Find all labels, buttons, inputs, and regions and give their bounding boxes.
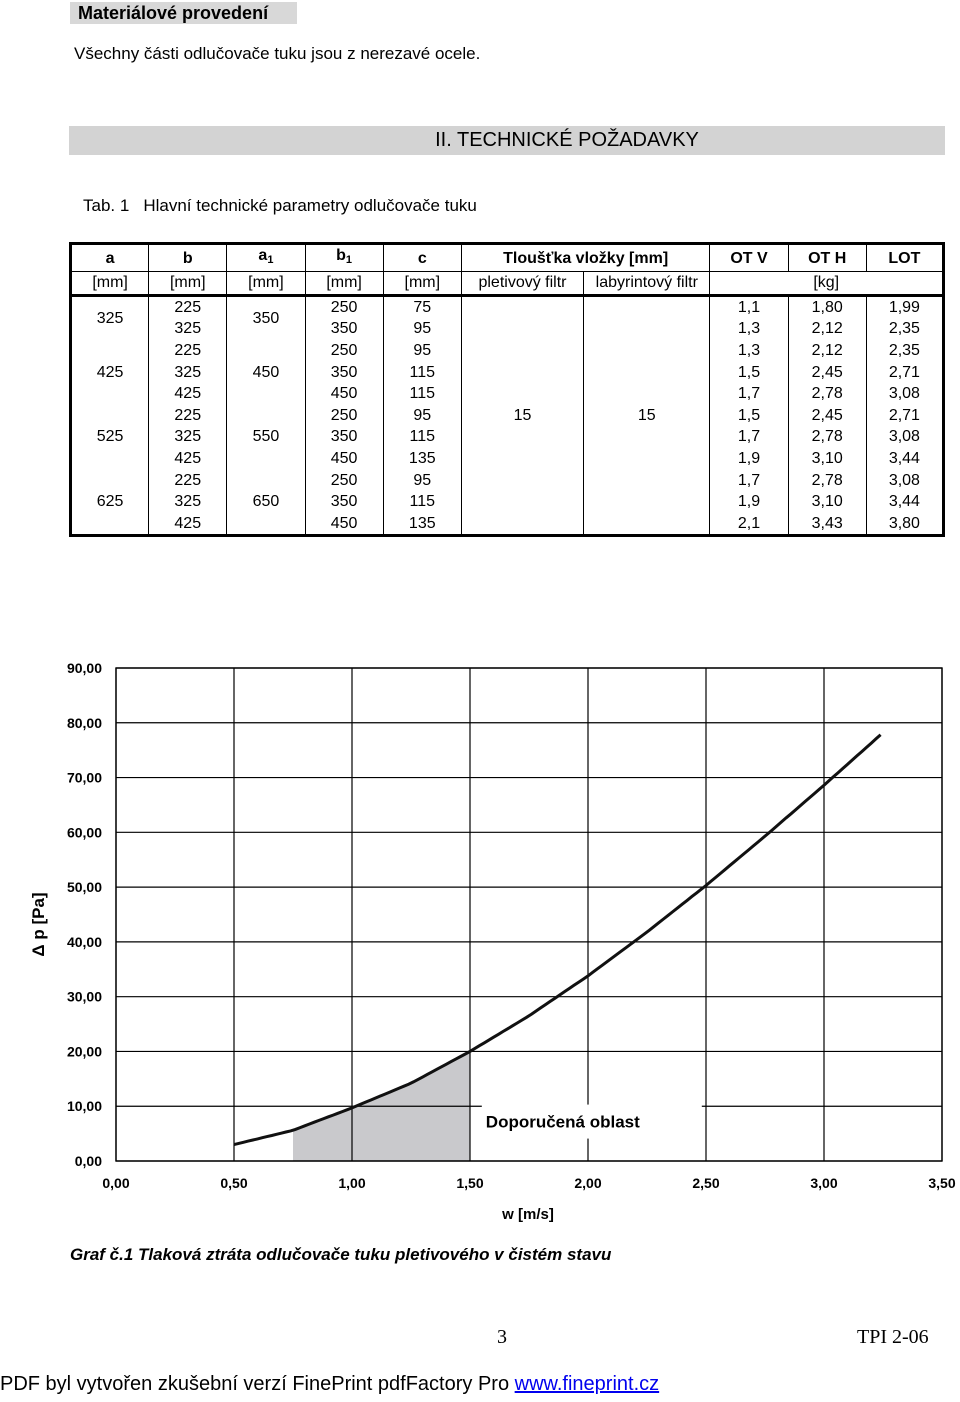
- cell-b: 225: [149, 340, 227, 362]
- cell-mesh-filter: 15: [461, 295, 583, 536]
- page-number: 3: [497, 1326, 507, 1348]
- cell-b1: 350: [305, 318, 383, 340]
- cell-lot: 3,08: [866, 383, 943, 405]
- cell-b: 425: [149, 448, 227, 470]
- cell-oth: 2,78: [788, 426, 866, 448]
- cell-c: 75: [383, 295, 461, 318]
- cell-b1: 450: [305, 513, 383, 536]
- unit-a: [mm]: [71, 272, 149, 296]
- section-heading: Materiálové provedení: [70, 2, 297, 24]
- table-units-row: [71, 272, 944, 296]
- cell-oth: 2,45: [788, 361, 866, 383]
- header-thickness: Tloušťka vložky [mm]: [461, 244, 710, 272]
- cell-lot: 3,08: [866, 469, 943, 491]
- cell-c: 95: [383, 405, 461, 427]
- y-tick-label: 20,00: [66, 1043, 102, 1060]
- cell-lot: 2,35: [866, 318, 943, 340]
- x-tick-label: 1,50: [456, 1175, 484, 1191]
- cell-b1: 450: [305, 383, 383, 405]
- x-tick-label: 0,00: [102, 1175, 130, 1191]
- cell-a1: 450: [227, 340, 305, 405]
- x-tick-label: 3,50: [928, 1175, 956, 1191]
- cell-otv: 1,7: [710, 469, 788, 491]
- pressure-curve: [234, 735, 881, 1145]
- x-tick-label: 3,00: [810, 1175, 838, 1191]
- y-tick-label: 30,00: [66, 988, 102, 1005]
- cell-otv: 1,7: [710, 426, 788, 448]
- cell-a: 425: [71, 340, 149, 405]
- document-code: TPI 2-06: [857, 1326, 929, 1348]
- cell-lot: 2,35: [866, 340, 943, 362]
- cell-lot: 3,44: [866, 491, 943, 513]
- y-tick-label: 50,00: [66, 879, 102, 896]
- cell-b1: 250: [305, 405, 383, 427]
- plot-frame: [116, 668, 942, 1161]
- header-lot: LOT: [866, 244, 943, 272]
- y-tick-label: 60,00: [66, 824, 102, 841]
- cell-lot: 2,71: [866, 405, 943, 427]
- cell-oth: 1,80: [788, 295, 866, 318]
- x-tick-label: 2,50: [692, 1175, 720, 1191]
- cell-b: 325: [149, 361, 227, 383]
- unit-kg: [kg]: [710, 272, 944, 296]
- header-a1: $a_1$: [227, 244, 305, 272]
- cell-c: 135: [383, 513, 461, 536]
- cell-lot: 2,71: [866, 361, 943, 383]
- cell-c: 115: [383, 361, 461, 383]
- y-tick-label: 40,00: [66, 933, 102, 950]
- cell-b: 225: [149, 469, 227, 491]
- cell-b1: 350: [305, 426, 383, 448]
- table-number: Tab. 1: [83, 196, 130, 215]
- unit-c: [mm]: [383, 272, 461, 296]
- table-caption: [83, 196, 477, 216]
- cell-a1: 650: [227, 469, 305, 535]
- cell-b: 425: [149, 513, 227, 536]
- x-tick-label: 2,00: [574, 1175, 602, 1191]
- cell-c: 115: [383, 383, 461, 405]
- cell-otv: 1,5: [710, 361, 788, 383]
- cell-oth: 2,12: [788, 318, 866, 340]
- y-tick-label: 10,00: [66, 1098, 102, 1115]
- cell-otv: 1,3: [710, 340, 788, 362]
- cell-oth: 3,10: [788, 491, 866, 513]
- cell-a: 625: [71, 469, 149, 535]
- cell-a: 325: [71, 295, 149, 340]
- chapter-title: II. TECHNICKÉ POŽADAVKY: [69, 126, 945, 155]
- cell-oth: 2,45: [788, 405, 866, 427]
- header-c: c: [383, 244, 461, 272]
- cell-b1: 250: [305, 295, 383, 318]
- cell-oth: 3,10: [788, 448, 866, 470]
- cell-oth: 3,43: [788, 513, 866, 536]
- y-tick-label: 0,00: [74, 1153, 102, 1169]
- unit-b1: [mm]: [305, 272, 383, 296]
- cell-b: 425: [149, 383, 227, 405]
- cell-lot: 1,99: [866, 295, 943, 318]
- y-tick-label: 80,00: [66, 714, 102, 731]
- unit-labyrinth-filter: labyrintový filtr: [584, 272, 710, 296]
- graph-caption: Graf č.1 Tlaková ztráta odlučovače tuku pletivového v čistém stavu: [70, 1245, 612, 1264]
- unit-a1: [mm]: [227, 272, 305, 296]
- cell-otv: 1,9: [710, 491, 788, 513]
- unit-mesh-filter: pletivový filtr: [461, 272, 583, 296]
- header-b: b: [149, 244, 227, 272]
- cell-otv: 1,3: [710, 318, 788, 340]
- unit-b: [mm]: [149, 272, 227, 296]
- header-oth: OT H: [788, 244, 866, 272]
- cell-c: 115: [383, 426, 461, 448]
- cell-otv: 1,7: [710, 383, 788, 405]
- cell-labyrinth-filter: 15: [584, 295, 710, 536]
- cell-lot: 3,44: [866, 448, 943, 470]
- cell-a1: 350: [227, 295, 305, 340]
- chart-svg: [0, 650, 960, 1230]
- cell-otv: 2,1: [710, 513, 788, 536]
- cell-c: 115: [383, 491, 461, 513]
- section-text: Všechny části odlučovače tuku jsou z nerezavé ocele.: [74, 44, 481, 63]
- cell-a1: 550: [227, 405, 305, 470]
- header-b1: $b_1$: [305, 244, 383, 272]
- cell-a: 525: [71, 405, 149, 470]
- cell-c: 95: [383, 318, 461, 340]
- cell-c: 135: [383, 448, 461, 470]
- cell-otv: 1,1: [710, 295, 788, 318]
- y-tick-label: 70,00: [66, 769, 102, 786]
- footer-link[interactable]: www.fineprint.cz: [514, 1373, 660, 1395]
- x-axis-label: w [m/s]: [502, 1206, 554, 1223]
- cell-lot: 3,08: [866, 426, 943, 448]
- cell-b1: 450: [305, 448, 383, 470]
- cell-b: 225: [149, 295, 227, 318]
- cell-b1: 250: [305, 469, 383, 491]
- pdf-footer: [0, 1373, 659, 1396]
- header-otv: OT V: [710, 244, 788, 272]
- cell-b1: 350: [305, 361, 383, 383]
- cell-c: 95: [383, 340, 461, 362]
- cell-oth: 2,78: [788, 469, 866, 491]
- cell-otv: 1,5: [710, 405, 788, 427]
- cell-b1: 250: [305, 340, 383, 362]
- table-row: [71, 295, 944, 318]
- cell-c: 95: [383, 469, 461, 491]
- cell-otv: 1,9: [710, 448, 788, 470]
- cell-b: 225: [149, 405, 227, 427]
- cell-b: 325: [149, 318, 227, 340]
- cell-lot: 3,80: [866, 513, 943, 536]
- y-tick-label: 90,00: [66, 660, 102, 676]
- cell-b: 325: [149, 491, 227, 513]
- table-header-row: [71, 244, 944, 272]
- cell-b1: 350: [305, 491, 383, 513]
- cell-oth: 2,78: [788, 383, 866, 405]
- region-label: Doporučená oblast: [485, 1112, 640, 1132]
- pressure-loss-chart: [0, 650, 960, 1230]
- x-tick-label: 1,00: [338, 1175, 366, 1191]
- y-axis-label: Δ p [Pa]: [29, 892, 48, 957]
- table-title: Hlavní technické parametry odlučovače tuku: [143, 196, 477, 215]
- x-tick-label: 0,50: [220, 1175, 248, 1191]
- footer-text: PDF byl vytvořen zkušební verzí FinePrint pdfFactory Pro: [0, 1373, 515, 1395]
- cell-oth: 2,12: [788, 340, 866, 362]
- parameters-table: [69, 242, 945, 537]
- header-a: a: [71, 244, 149, 272]
- cell-b: 325: [149, 426, 227, 448]
